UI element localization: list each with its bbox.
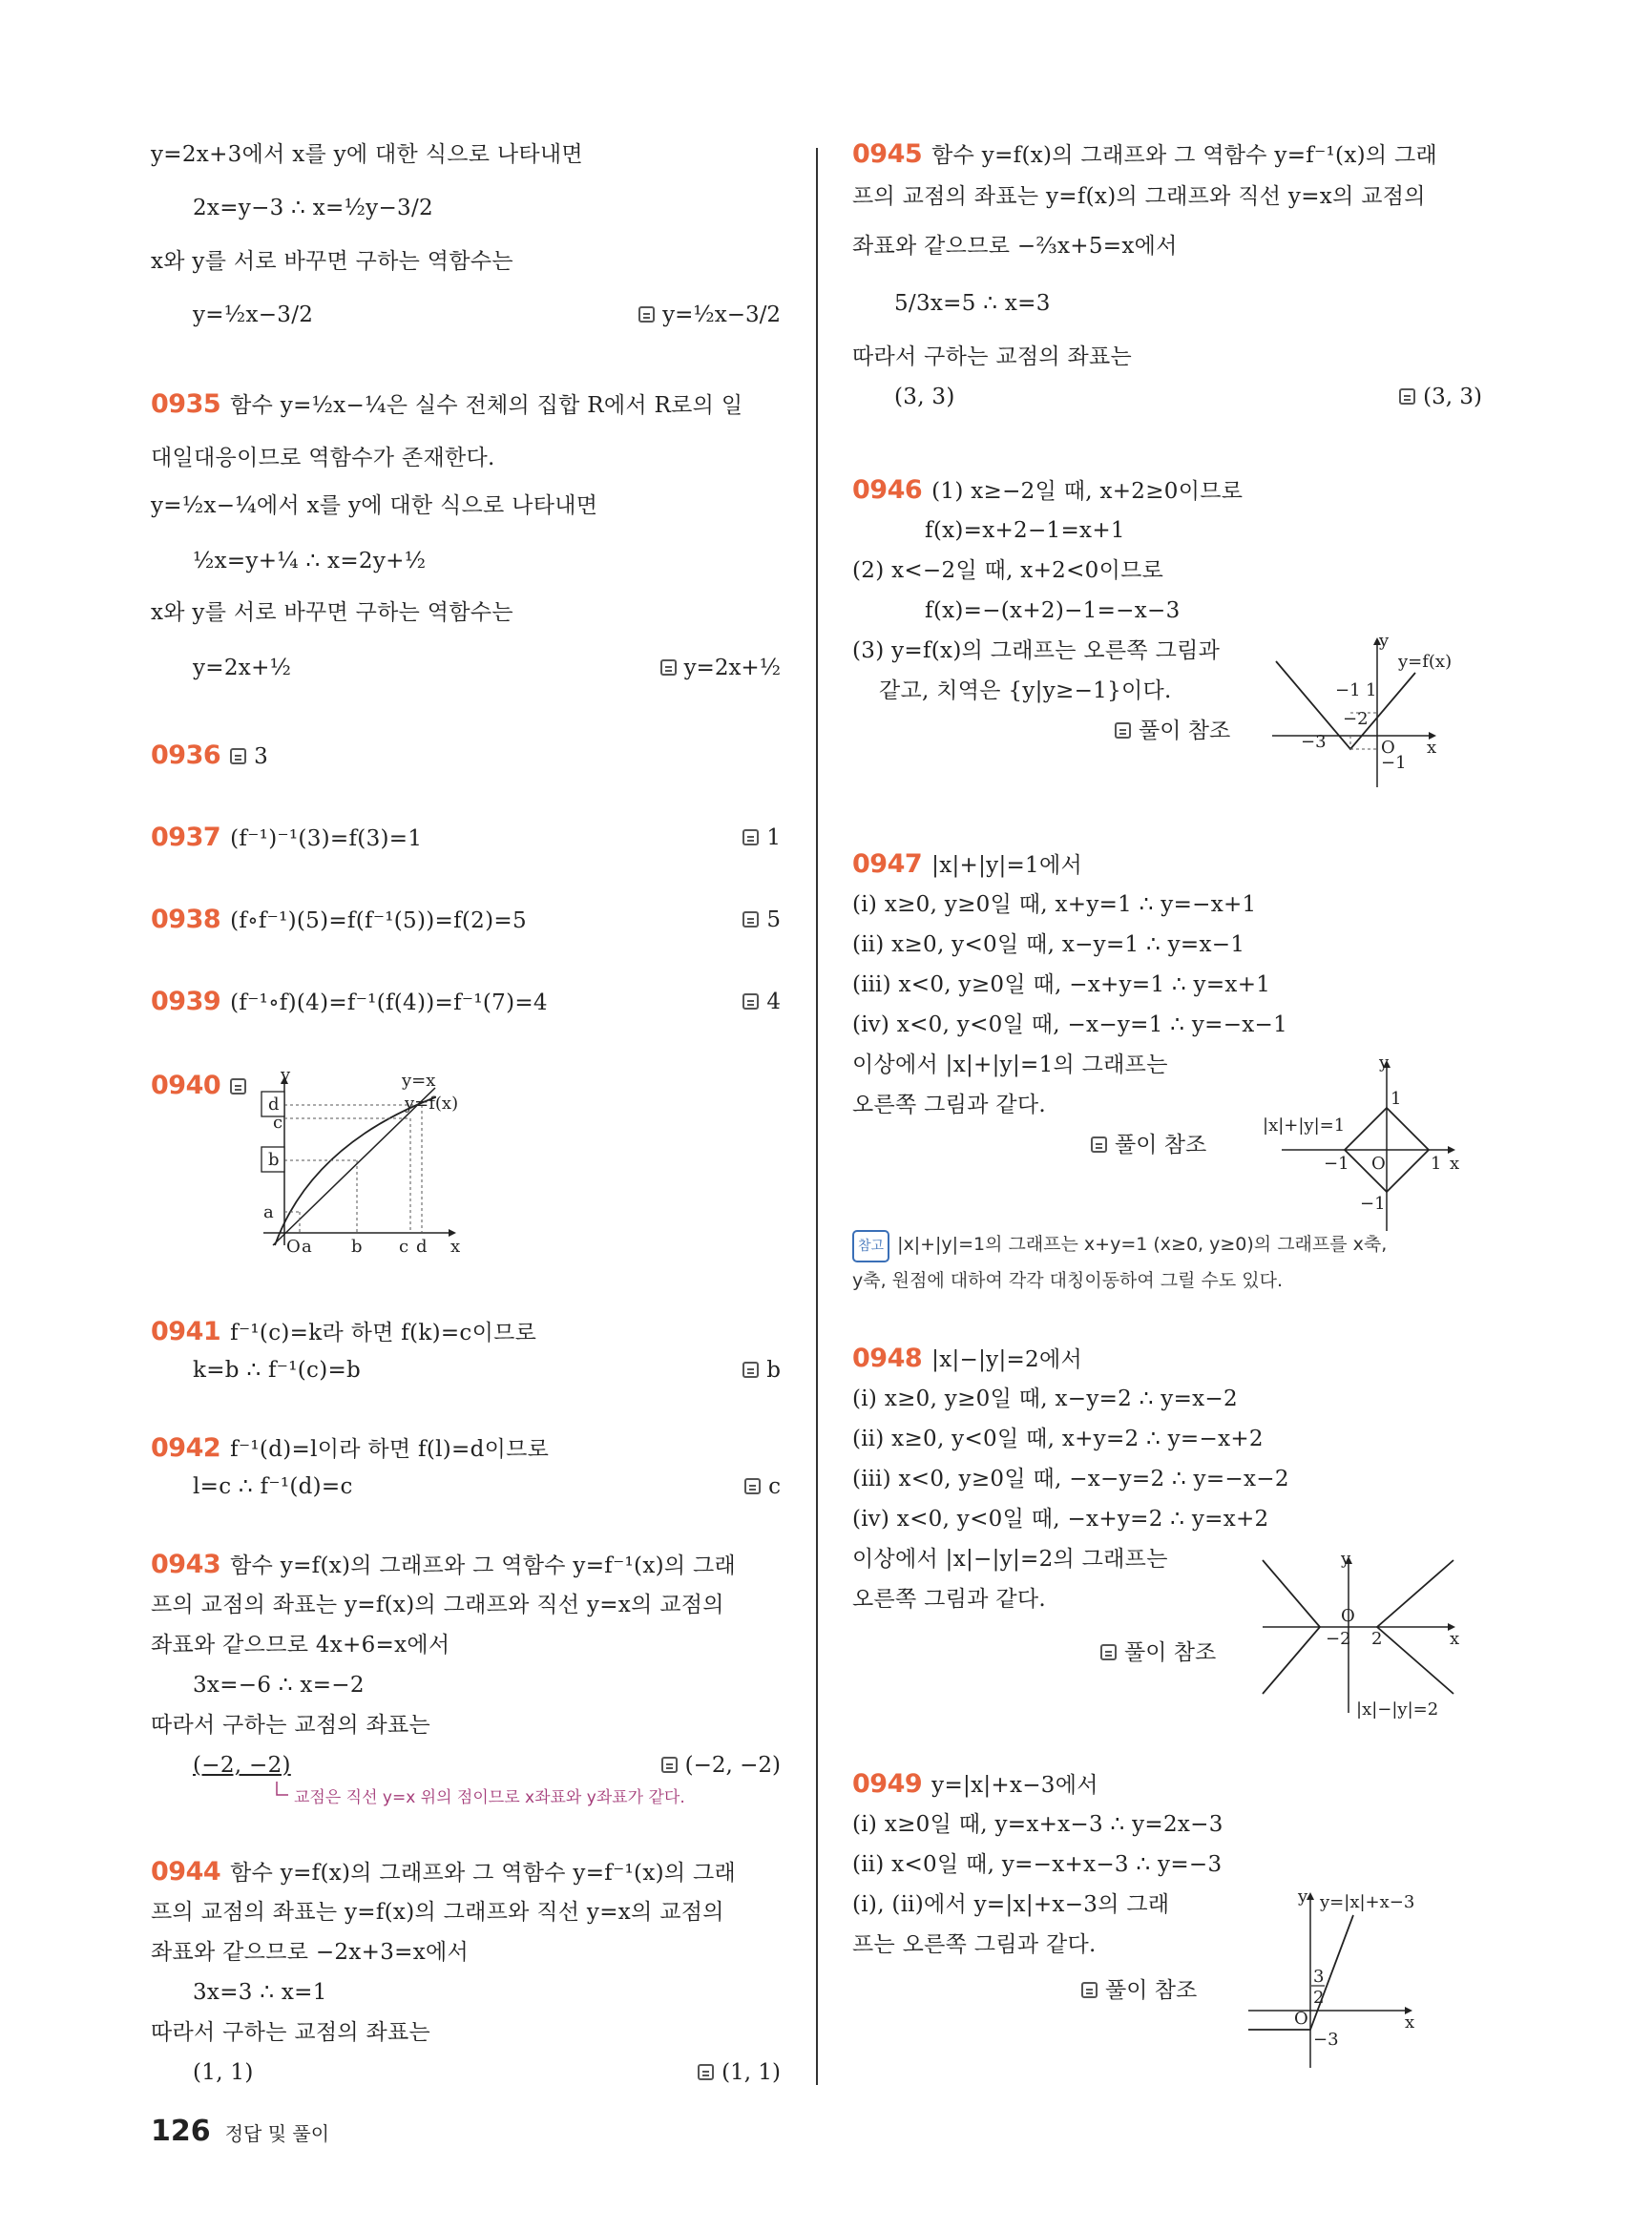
answer: 풀이 참조	[1091, 1129, 1206, 1161]
case-line: (ⅲ) x<0, y≥0일 때, −x+y=1 ∴ y=x+1	[852, 972, 1271, 997]
case-line: (ⅰ) x≥0일 때, y=x+x−3 ∴ y=2x−3	[852, 1812, 1223, 1837]
label-minus1: −1	[1335, 680, 1361, 700]
answer: 4	[742, 986, 781, 1018]
note-bracket	[275, 1782, 294, 1804]
answer: 풀이 참조	[1100, 1637, 1216, 1669]
reference-badge: 참고	[852, 1230, 889, 1262]
label-y: y	[1341, 1549, 1351, 1569]
text-line: 좌표와 같으므로 4x+6=x에서	[151, 1633, 450, 1658]
problem-number: 0938	[151, 905, 221, 934]
problem-0942: 0942 f⁻¹(d)=l이라 하면 f(l)=d이므로	[151, 1433, 550, 1463]
label-y: y	[1379, 631, 1390, 651]
label-minus2: −2	[1326, 1629, 1351, 1649]
text-line: 프의 교점의 좌표는 y=f(x)의 그래프와 직선 y=x의 교점의	[852, 184, 1426, 209]
answer-icon	[1100, 1644, 1117, 1660]
text-line: (1, 1)	[193, 2060, 254, 2085]
problem-number: 0935	[151, 389, 221, 419]
label-d-x: d	[416, 1237, 428, 1257]
text-line: (2) x<−2일 때, x+2<0이므로	[852, 558, 1164, 583]
text-line: 프의 교점의 좌표는 y=f(x)의 그래프와 직선 y=x의 교점의	[151, 1900, 724, 1925]
graph-0949	[1239, 1887, 1482, 2077]
annotation-note: 교점은 직선 y=x 위의 점이므로 x좌표와 y좌표가 같다.	[294, 1788, 685, 1807]
case-line: (ⅲ) x<0, y≥0일 때, −x−y=2 ∴ y=−x−2	[852, 1467, 1289, 1491]
answer: y=½x−3/2	[638, 299, 781, 331]
answer: 5	[742, 904, 781, 936]
answer-icon	[742, 829, 759, 845]
problem-number: 0941	[151, 1317, 221, 1346]
answer-icon	[1081, 1982, 1098, 1998]
x-arrow-icon	[1448, 1146, 1455, 1154]
label-x: x	[1450, 1154, 1460, 1174]
label-b-x: b	[351, 1237, 363, 1257]
label-origin: O	[1371, 1154, 1386, 1174]
answer: y=2x+½	[660, 652, 781, 684]
problem-number: 0945	[852, 139, 923, 169]
problem-number: 0947	[852, 849, 923, 879]
problem-0937: 0937 (f⁻¹)⁻¹(3)=f(3)=1	[151, 823, 423, 852]
label-three: 3	[1313, 1967, 1325, 1987]
text-line: 좌표와 같으므로 −2x+3=x에서	[151, 1940, 470, 1965]
answer-icon	[742, 911, 759, 928]
text-line: (ⅰ), (ⅱ)에서 y=|x|+x−3의 그래	[852, 1892, 1170, 1917]
answer-icon	[742, 993, 759, 1010]
text-line: (3, 3)	[894, 385, 955, 409]
page-footer	[151, 2115, 329, 2148]
label-a-x: a	[302, 1237, 312, 1257]
curve-f	[275, 1097, 435, 1245]
problem-0938: 0938 (f∘f⁻¹)(5)=f(f⁻¹(5))=f(2)=5	[151, 905, 527, 934]
text-line: y=2x+½	[193, 656, 292, 680]
footer-label: 정답 및 풀이	[224, 2122, 330, 2145]
label-y-eq-x: y=x	[402, 1071, 436, 1091]
label-x: x	[450, 1237, 461, 1257]
text-line: k=b ∴ f⁻¹(c)=b	[193, 1358, 362, 1383]
label-eq: y=|x|+x−3	[1320, 1892, 1415, 1912]
problem-0939: 0939 (f⁻¹∘f)(4)=f⁻¹(f(4))=f⁻¹(7)=4	[151, 987, 548, 1016]
answer: (1, 1)	[698, 2056, 781, 2089]
problem-number: 0937	[151, 823, 221, 852]
text-line: f(x)=x+2−1=x+1	[925, 518, 1125, 543]
label-eq: |x|−|y|=2	[1356, 1699, 1439, 1720]
graph-0946	[1272, 631, 1482, 787]
problem-0944: 0944 함수 y=f(x)의 그래프와 그 역함수 y=f⁻¹(x)의 그래	[151, 1857, 737, 1887]
label-eq: |x|+|y|=1	[1263, 1116, 1346, 1136]
problem-number: 0942	[151, 1433, 221, 1463]
case-line: (ⅳ) x<0, y<0일 때, −x+y=2 ∴ y=x+2	[852, 1507, 1269, 1532]
answer: b	[742, 1354, 781, 1387]
case-line: (ⅱ) x≥0, y<0일 때, x−y=1 ∴ y=x−1	[852, 932, 1245, 957]
text-line: 3x=−6 ∴ x=−2	[193, 1673, 365, 1698]
label-two: 2	[1371, 1629, 1383, 1649]
problem-0949: 0949 y=|x|+x−3에서	[852, 1769, 1098, 1799]
graph-0947	[1253, 1054, 1482, 1236]
label-origin: O	[1381, 738, 1395, 758]
label-fx: y=f(x)	[1398, 652, 1453, 672]
text-line: 대일대응이므로 역함수가 존재한다.	[151, 446, 495, 470]
answer: (3, 3)	[1399, 381, 1482, 413]
answer-icon	[660, 659, 677, 676]
problem-0936: 0936 3	[151, 740, 269, 770]
problem-0945: 0945 함수 y=f(x)의 그래프와 그 역함수 y=f⁻¹(x)의 그래	[852, 139, 1438, 169]
text-line: y=½x−¼에서 x를 y에 대한 식으로 나타내면	[151, 493, 598, 518]
answer-icon	[638, 306, 655, 323]
label-minus1-y: −1	[1360, 1194, 1386, 1214]
problem-0943: 0943 함수 y=f(x)의 그래프와 그 역함수 y=f⁻¹(x)의 그래	[151, 1550, 737, 1579]
text-line: x와 y를 서로 바꾸면 구하는 역함수는	[151, 249, 513, 274]
text-line: 같고, 치역은 {y|y≥−1}이다.	[879, 678, 1172, 703]
case-line: (ⅰ) x≥0, y≥0일 때, x−y=2 ∴ y=x−2	[852, 1387, 1238, 1411]
answer: 풀이 참조	[1115, 715, 1230, 747]
problem-number: 0943	[151, 1550, 221, 1579]
answer-icon	[661, 1757, 678, 1773]
label-minus2: −2	[1343, 709, 1369, 729]
answer-icon	[698, 2064, 714, 2080]
text-line: 따라서 구하는 교점의 좌표는	[151, 2020, 431, 2045]
problem-0935: 0935 함수 y=½x−¼은 실수 전체의 집합 R에서 R로의 일	[151, 389, 743, 419]
answer-icon	[1091, 1136, 1107, 1153]
problem-number: 0949	[852, 1769, 923, 1799]
reference-note: y축, 원점에 대하여 각각 대칭이동하여 그릴 수도 있다.	[852, 1270, 1284, 1291]
case-line: (ⅱ) x<0일 때, y=−x+x−3 ∴ y=−3	[852, 1852, 1223, 1877]
text-line: ½x=y+¼ ∴ x=2y+½	[193, 549, 427, 573]
text-line: 좌표와 같으므로 −⅔x+5=x에서	[852, 234, 1178, 259]
text-line: x와 y를 서로 바꾸면 구하는 역함수는	[151, 600, 513, 625]
x-arrow-icon	[449, 1229, 456, 1237]
text-line: 프의 교점의 좌표는 y=f(x)의 그래프와 직선 y=x의 교점의	[151, 1593, 724, 1617]
label-a: a	[263, 1202, 274, 1222]
text-line: l=c ∴ f⁻¹(d)=c	[193, 1474, 353, 1499]
problem-0940	[151, 1070, 254, 1103]
answer-icon	[742, 1362, 759, 1378]
label-two: 2	[1313, 1988, 1325, 2008]
label-minus3: −3	[1313, 2030, 1339, 2050]
label-y: y	[1298, 1887, 1308, 1907]
graph-0940	[254, 1065, 483, 1260]
label-x: x	[1405, 2012, 1415, 2033]
label-minus1-x: −1	[1324, 1154, 1349, 1174]
text-line: y=½x−3/2	[193, 302, 314, 327]
label-origin: O	[1294, 2009, 1308, 2029]
problem-number: 0939	[151, 987, 221, 1016]
text-line: 5/3x=5 ∴ x=3	[894, 291, 1051, 316]
text-line: f(x)=−(x+2)−1=−x−3	[925, 598, 1181, 623]
problem-number: 0948	[852, 1344, 923, 1373]
problem-0941: 0941 f⁻¹(c)=k라 하면 f(k)=c이므로	[151, 1317, 537, 1346]
text-line: (3) y=f(x)의 그래프는 오른쪽 그림과	[852, 638, 1221, 663]
label-origin: O	[1341, 1606, 1355, 1626]
problem-number: 0946	[852, 475, 923, 505]
text-line: 오른쪽 그림과 같다.	[852, 1587, 1046, 1612]
label-origin: O	[286, 1237, 301, 1257]
answer-icon	[1115, 722, 1131, 739]
answer-icon	[1399, 388, 1415, 405]
text-line: 이상에서 |x|−|y|=2의 그래프는	[852, 1547, 1168, 1572]
label-one-y: 1	[1391, 1089, 1402, 1109]
answer: 1	[742, 822, 781, 854]
label-d-box: d	[268, 1095, 280, 1115]
label-y-eq-fx: y=f(x)	[405, 1094, 459, 1114]
label-x: x	[1427, 738, 1437, 758]
case-line: (ⅳ) x<0, y<0일 때, −x−y=1 ∴ y=−x−1	[852, 1012, 1288, 1037]
page-number: 126	[151, 2115, 211, 2148]
label-c: c	[273, 1113, 283, 1133]
y-arrow-icon	[1307, 1892, 1314, 1900]
text-line: 프는 오른쪽 그림과 같다.	[852, 1932, 1097, 1957]
text-line: 따라서 구하는 교점의 좌표는	[151, 1713, 431, 1738]
problem-0946: 0946 (1) x≥−2일 때, x+2≥0이므로	[852, 475, 1244, 505]
case-line: (ⅰ) x≥0, y≥0일 때, x+y=1 ∴ y=−x+1	[852, 892, 1257, 917]
text-line: 이상에서 |x|+|y|=1의 그래프는	[852, 1053, 1168, 1077]
label-y: y	[281, 1065, 291, 1085]
answer-icon	[230, 748, 246, 764]
answer-icon	[744, 1478, 761, 1494]
label-one: 1	[1366, 680, 1377, 700]
text-line: 오른쪽 그림과 같다.	[852, 1093, 1046, 1117]
answer-icon	[230, 1078, 246, 1095]
text-line: y=2x+3에서 x를 y에 대한 식으로 나타내면	[151, 142, 583, 167]
label-one-x: 1	[1431, 1154, 1442, 1174]
answer: (−2, −2)	[661, 1749, 781, 1782]
graph-0948	[1263, 1551, 1492, 1722]
problem-number: 0936	[151, 740, 221, 770]
problem-0947: 0947 |x|+|y|=1에서	[852, 849, 1083, 879]
case-line: (ⅱ) x≥0, y<0일 때, x+y=2 ∴ y=−x+2	[852, 1427, 1264, 1451]
problem-number: 0944	[151, 1857, 221, 1887]
label-b-box: b	[268, 1150, 280, 1170]
problem-0948: 0948 |x|−|y|=2에서	[852, 1344, 1083, 1373]
column-divider	[816, 148, 818, 2085]
text-line: (−2, −2)	[193, 1753, 291, 1778]
reference-note: 참고 |x|+|y|=1의 그래프는 x+y=1 (x≥0, y≥0)의 그래프를 x축,	[852, 1230, 1387, 1262]
label-y: y	[1379, 1053, 1390, 1073]
text-line: 2x=y−3 ∴ x=½y−3/2	[193, 196, 433, 220]
text-line: 따라서 구하는 교점의 좌표는	[852, 344, 1133, 369]
label-c-x: c	[399, 1237, 409, 1257]
text-line: 3x=3 ∴ x=1	[193, 1980, 327, 2005]
answer: 풀이 참조	[1081, 1974, 1197, 2007]
label-minus1b: −1	[1381, 753, 1407, 773]
label-x: x	[1450, 1629, 1460, 1649]
label-minus3: −3	[1301, 732, 1327, 752]
problem-number: 0940	[151, 1071, 221, 1100]
answer: c	[744, 1470, 781, 1503]
